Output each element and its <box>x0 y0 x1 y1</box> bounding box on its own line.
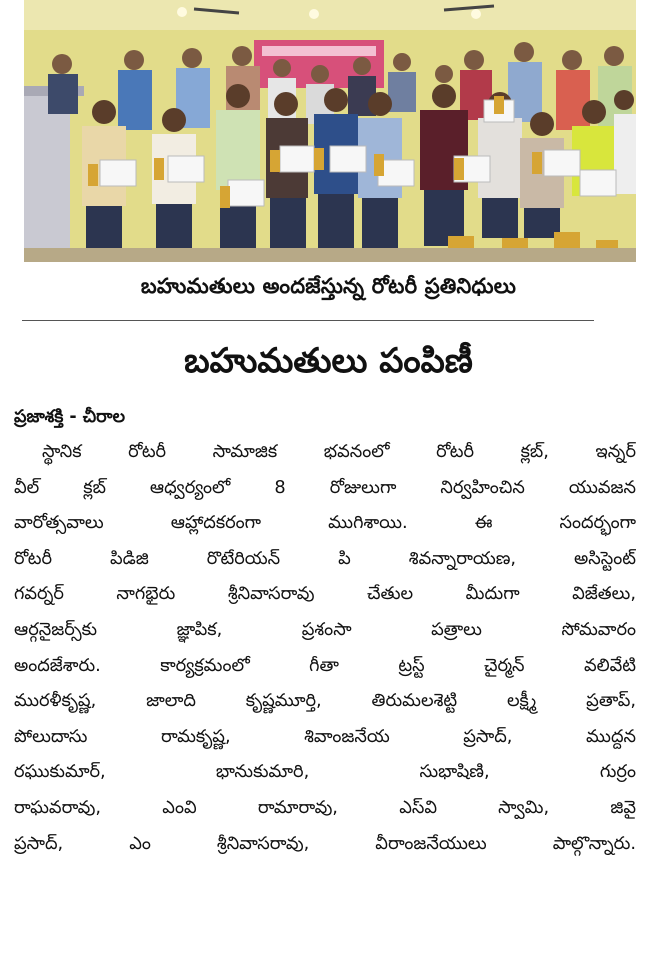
article-line: ఆర్గనైజర్స్‌కు జ్ఞాపిక, ప్రశంసా పత్రాలు సోమవారం <box>14 618 636 640</box>
article-line: గవర్నర్ నాగభైరు శ్రీనివాసరావు చేతుల మీదుగా విజేతలు, <box>14 583 636 605</box>
article-line: వీల్ క్లబ్ ఆధ్వర్యంలో 8 రోజులుగా నిర్వహించిన యువజన <box>14 476 636 498</box>
article-line: రోటరీ పిడిజి రొటేరియన్ పి శివన్నారాయణ, అసిస్టెంట్ <box>14 547 636 569</box>
article-line: రాఘవరావు, ఎంవి రామారావు, ఎస్‌వి స్వామి, జివై <box>14 796 636 818</box>
article-line: వారోత్సవాలు ఆహ్లాదకరంగా ముగిశాయి. ఈ సందర్భంగా <box>14 512 636 534</box>
article-line: స్థానిక రోటరీ సామాజిక భవనంలో రోటరీ క్లబ్, ఇన్నర్ <box>42 441 636 462</box>
article-line: ప్రసాద్, ఎం శ్రీనివాసరావు, వీరాంజనేయులు పాల్గొన్నారు. <box>14 832 636 854</box>
headline: బహుమతులు పంపిణీ <box>184 341 473 381</box>
article-line: పోలుదాసు రామకృష్ణ, శివాంజనేయ ప్రసాద్, ముద్దన <box>14 725 636 747</box>
article-line: రఘుకుమార్, భానుకుమారి, సుభాషిణి, గుర్రం <box>14 761 636 783</box>
divider <box>22 320 594 321</box>
article-body <box>14 434 636 861</box>
dateline: ప్రజాశక్తి - చీరాల <box>14 407 125 427</box>
photo-caption: బహుమతులు అందజేస్తున్న రోటరీ ప్రతినిధులు <box>140 274 517 298</box>
event-group-photo <box>24 0 636 262</box>
article-line: అందజేశారు. కార్యక్రమంలో గీతా ట్రస్ట్ చైర్మన్ వలివేటి <box>14 654 636 676</box>
article-line: మురళీకృష్ణ, జాలాది కృష్ణమూర్తి, తిరుమలశెట్టి లక్ష్మీ ప్రతాప్, <box>14 690 636 712</box>
